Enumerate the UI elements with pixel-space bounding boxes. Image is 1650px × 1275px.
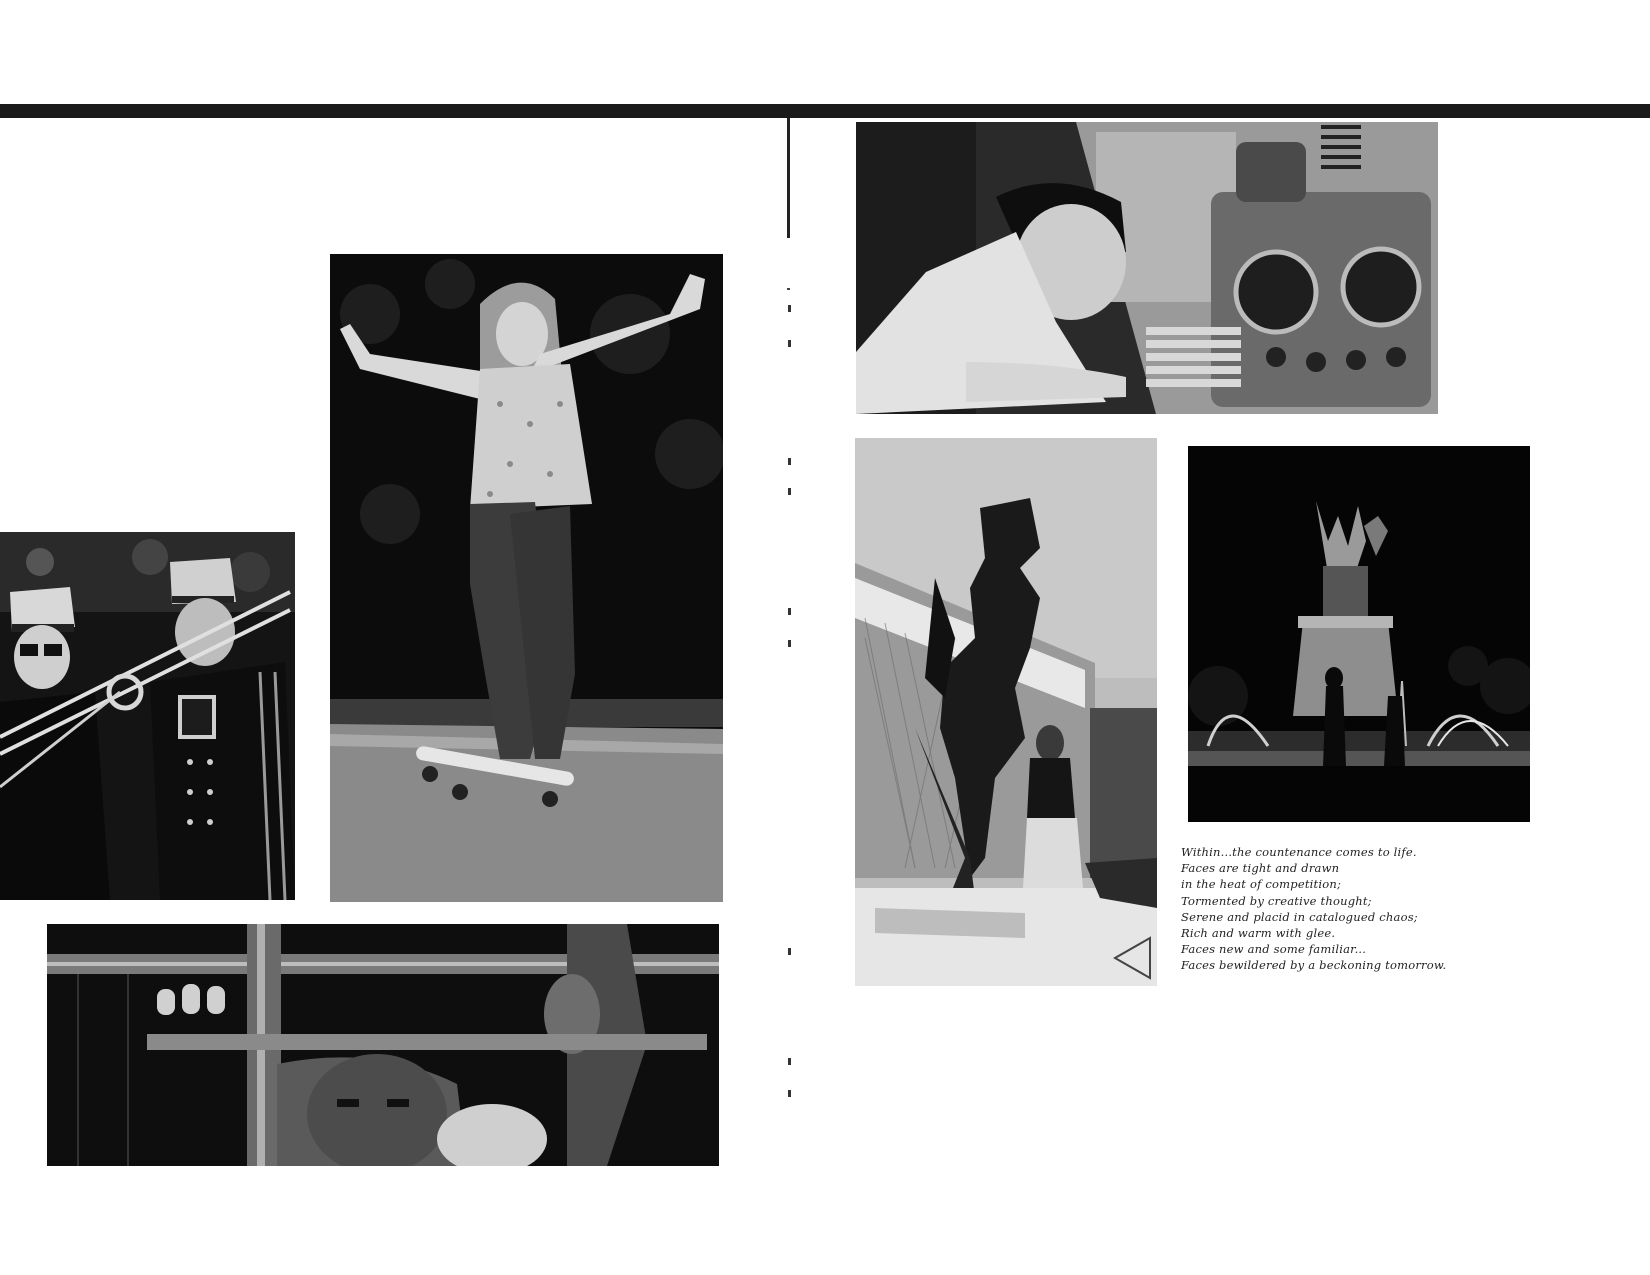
gutter-mark bbox=[788, 640, 791, 647]
gutter-mark bbox=[788, 488, 791, 495]
gutter-mark bbox=[788, 340, 791, 347]
photo-woman-sculpture bbox=[855, 438, 1157, 986]
gutter-mark bbox=[788, 305, 791, 312]
caption-line: Rich and warm with glee. bbox=[1181, 926, 1336, 941]
caption-line: Faces are tight and drawn bbox=[1181, 861, 1340, 876]
gutter-mark bbox=[788, 608, 791, 615]
photo-marching-band bbox=[0, 532, 295, 900]
caption-line: in the heat of competition; bbox=[1181, 877, 1342, 892]
gutter-mark bbox=[788, 458, 791, 465]
gutter-mark bbox=[788, 1090, 791, 1097]
gutter-mark bbox=[788, 948, 791, 955]
photo-skateboarder bbox=[330, 254, 723, 902]
poem-caption bbox=[1181, 844, 1481, 974]
gutter-mark bbox=[788, 1058, 791, 1065]
caption-line: Faces new and some familiar... bbox=[1181, 942, 1367, 957]
photo-fountain-night bbox=[1188, 446, 1530, 822]
caption-line: Serene and placid in catalogued chaos; bbox=[1181, 909, 1418, 924]
caption-line: Faces bewildered by a beckoning tomorrow. bbox=[1181, 958, 1447, 973]
photo-student-engine bbox=[856, 122, 1438, 414]
spread-top-rule bbox=[0, 104, 1650, 118]
caption-line: Tormented by creative thought; bbox=[1181, 893, 1372, 908]
photo-face-behind-bars bbox=[47, 924, 719, 1166]
caption-line: Within...the countenance comes to life. bbox=[1181, 845, 1417, 859]
